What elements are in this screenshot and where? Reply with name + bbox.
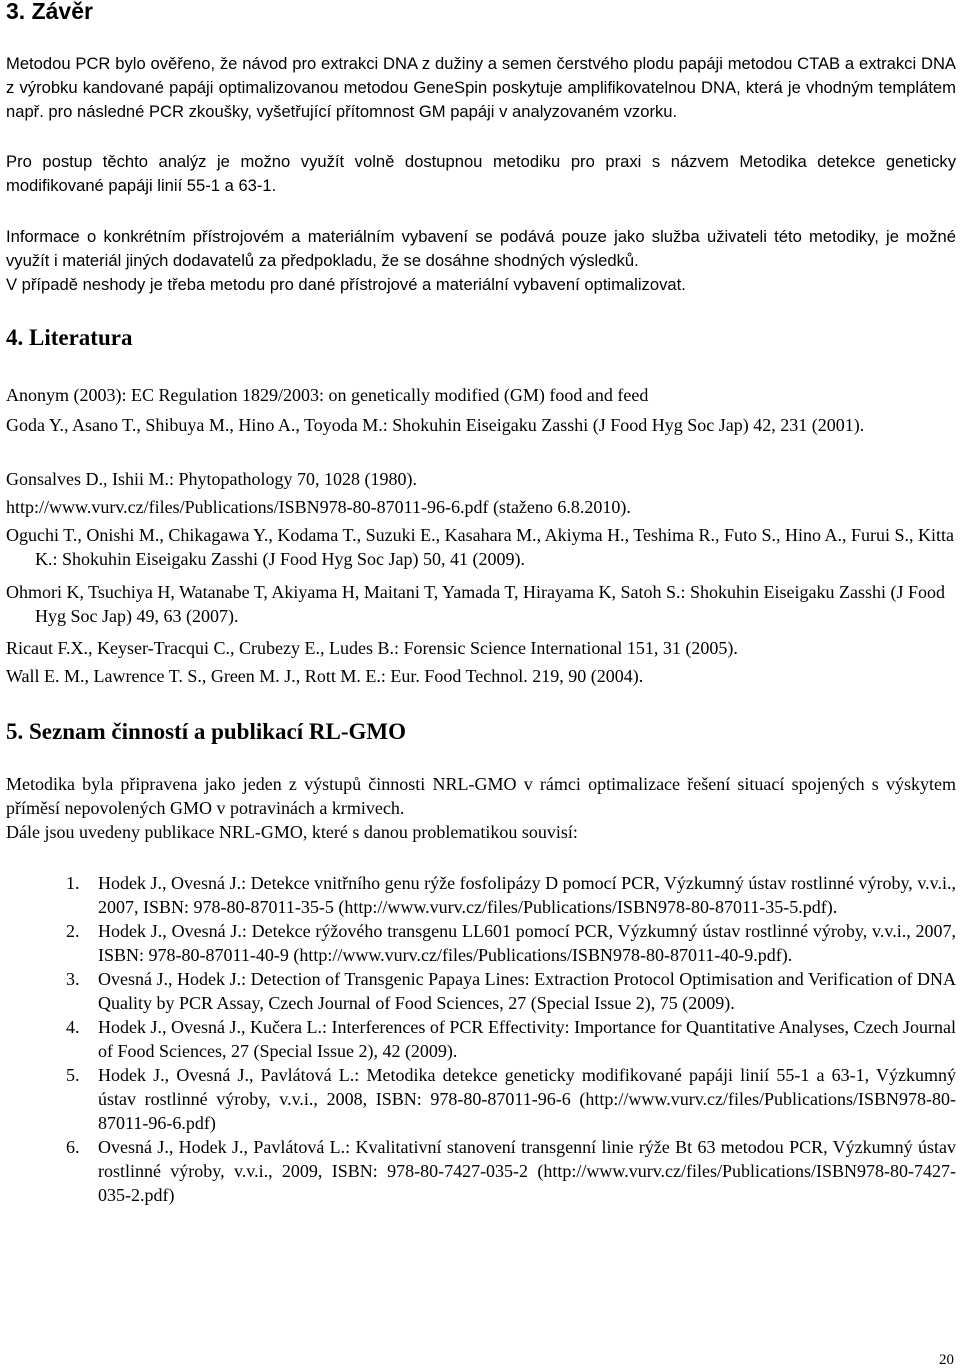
publication-item — [0, 919, 956, 967]
publication-number: 5. — [66, 1065, 80, 1085]
reference-item: Anonym (2003): EC Regulation 1829/2003: on genetically modified (GM) food and feed — [6, 385, 649, 405]
paragraph-methodology-reference: Pro postup těchto analýz je možno využít volně dostupnou metodiku pro praxi s názvem Metodika detekce geneticky modifikované papáji linií 55-1 a 63-1. — [6, 152, 956, 195]
publication-number: 1. — [66, 873, 80, 893]
paragraph-optimization-note: V případě neshody je třeba metodu pro dané přístrojové a materiální vybavení optimalizovat. — [6, 275, 686, 294]
publication-item — [0, 871, 956, 919]
publication-number: 6. — [66, 1137, 80, 1157]
reference-item: Ricaut F.X., Keyser-Tracqui C., Crubezy E., Ludes B.: Forensic Science International 151, 31 (2005). — [6, 638, 738, 658]
page-number: 20 — [939, 1352, 954, 1368]
reference-item: Gonsalves D., Ishii M.: Phytopathology 70, 1028 (1980). — [6, 469, 417, 489]
heading-zaver: 3. Závěr — [6, 0, 93, 24]
publication-text: Hodek J., Ovesná J., Pavlátová L.: Metodika detekce geneticky modifikované papáji linií 55-1 a 63-1, Výzkumný ústav rostlinné výroby, v.v.i., 2008, ISBN: 978-80-87011-96-6 (http://www.vurv.cz/files/Publications/ISBN978-80-87011-96-6.pdf) — [98, 1065, 956, 1133]
publication-text: Hodek J., Ovesná J.: Detekce vnitřního genu rýže fosfolipázy D pomocí PCR, Výzkumný ústav rostlinné výroby, v.v.i., 2007, ISBN: 978-80-87011-35-5 (http://www.vurv.cz/files/Publications/ISBN978-80-87011-35-5.pdf). — [98, 873, 956, 917]
reference-item: Wall E. M., Lawrence T. S., Green M. J., Rott M. E.: Eur. Food Technol. 219, 90 (2004). — [6, 666, 644, 686]
publication-list — [0, 871, 960, 1207]
paragraph-publications-intro: Dále jsou uvedeny publikace NRL-GMO, které s danou problematikou souvisí: — [6, 822, 578, 842]
publication-number: 2. — [66, 921, 80, 941]
publication-item — [0, 967, 956, 1015]
publication-item — [0, 1015, 956, 1063]
paragraph-pcr-verification: Metodou PCR bylo ověřeno, že návod pro extrakci DNA z dužiny a semen čerstvého plodu papáji metodou CTAB a extrakci DNA z výrobku kandované papáji optimalizovanou metodou GeneSpin poskytuje amplifikovatelnou DNA, která je vhodným templátem např. pro následné PCR zkoušky, vyšetřující přítomnost GM papáji v analyzovaném vzorku. — [6, 54, 956, 121]
reference-item: Oguchi T., Onishi M., Chikagawa Y., Kodama T., Suzuki E., Kasahara M., Akiyma H., Teshima R., Futo S., Hino A., Furui S., Kitta K.: Shokuhin Eiseigaku Zasshi (J Food Hyg Soc Jap) 50, 41 (2009). — [6, 525, 955, 569]
publication-text: Ovesná J., Hodek J.: Detection of Transgenic Papaya Lines: Extraction Protocol Optimisation and Verification of DNA Quality by PCR Assay, Czech Journal of Food Sciences, 27 (Special Issue 2), 75 (2009). — [98, 969, 956, 1013]
publication-item — [0, 1063, 956, 1135]
reference-item: http://www.vurv.cz/files/Publications/ISBN978-80-87011-96-6.pdf (staženo 6.8.2010). — [6, 497, 631, 517]
publication-text: Ovesná J., Hodek J., Pavlátová L.: Kvalitativní stanovení transgenní linie rýže Bt 63 metodou PCR, Výzkumný ústav rostlinné výroby, v.v.i., 2009, ISBN: 978-80-7427-035-2 (http://www.vurv.cz/files/Publications/ISBN978-80-7427-035-2.pdf) — [98, 1137, 956, 1205]
publication-number: 4. — [66, 1017, 80, 1037]
reference-item: Ohmori K, Tsuchiya H, Watanabe T, Akiyama H, Maitani T, Yamada T, Hirayama K, Satoh S.: Shokuhin Eiseigaku Zasshi (J Food Hyg Soc Jap) 49, 63 (2007). — [6, 582, 946, 626]
publication-text: Hodek J., Ovesná J.: Detekce rýžového transgenu LL601 pomocí PCR, Výzkumný ústav rostlinné výroby, v.v.i., 2007, ISBN: 978-80-87011-40-9 (http://www.vurv.cz/files/Publications/ISBN978-80-87011-40-9.pdf). — [98, 921, 956, 965]
publication-number: 3. — [66, 969, 80, 989]
reference-item: Goda Y., Asano T., Shibuya M., Hino A., Toyoda M.: Shokuhin Eiseigaku Zasshi (J Food Hyg Soc Jap) 42, 231 (2001). — [6, 415, 865, 435]
heading-literatura: 4. Literatura — [6, 325, 133, 350]
publication-text: Hodek J., Ovesná J., Kučera L.: Interferences of PCR Effectivity: Importance for Quantitative Analyses, Czech Journal of Food Sciences, 27 (Special Issue 2), 42 (2009). — [98, 1017, 956, 1061]
publication-item — [0, 1135, 956, 1207]
heading-seznam-cinnosti: 5. Seznam činností a publikací RL-GMO — [6, 719, 406, 744]
paragraph-equipment-info: Informace o konkrétním přístrojovém a materiálním vybavení se podává pouze jako služba uživateli této metodiky, je možné využít i materiál jiných dodavatelů za předpokladu, že se dosáhne shodných výsledků. — [6, 227, 956, 270]
paragraph-nrl-gmo-activities: Metodika byla připravena jako jeden z výstupů činnosti NRL-GMO v rámci optimalizace řešení situací spojených s výskytem příměsí nepovolených GMO v potravinách a krmivech. — [6, 774, 956, 818]
